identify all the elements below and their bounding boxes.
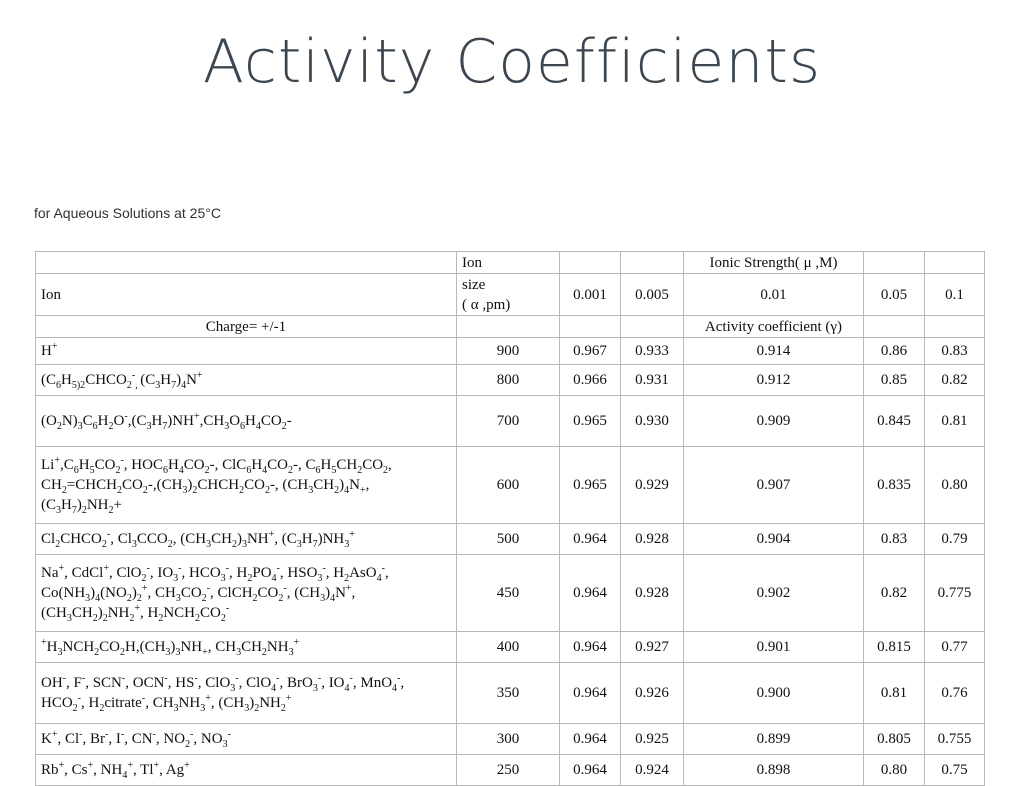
gamma-cell: 0.965 bbox=[560, 396, 621, 447]
ion-list: $Cl_2CHCO_2^-$, $Cl_3CCO_2$, $(CH_3CH_2)_3NH^+$, $(C_3H_7)NH_3^+$ bbox=[36, 524, 457, 555]
header-row-labels bbox=[36, 316, 985, 338]
activity-coefficient-label: Activity coefficient (γ) bbox=[684, 316, 864, 338]
gamma-cell: 0.904 bbox=[684, 524, 864, 555]
empty-cell bbox=[560, 316, 621, 338]
gamma-cell: 0.845 bbox=[864, 396, 925, 447]
ion-list: OH-, F-, SCN-, OCN-, HS-, ClO$_3$-, ClO$_4$-, BrO$_3$-, $IO_4^-$, MnO$_4$-, $HCO_2^-$, $H_2citrate^-$, $CH_3NH_3^+$, $(CH_3)_2NH_2^+$ bbox=[36, 663, 457, 724]
gamma-cell: 0.86 bbox=[864, 338, 925, 365]
ion-list: $(O_2N)_3C_6H_2O^-,(C_3H_7)NH^+,CH_3O_6H_4CO_2-$ bbox=[36, 396, 457, 447]
table-row bbox=[36, 755, 985, 786]
empty-cell bbox=[864, 316, 925, 338]
gamma-cell: 0.967 bbox=[560, 338, 621, 365]
activity-coefficient-table bbox=[35, 251, 985, 786]
empty-cell bbox=[925, 316, 985, 338]
gamma-cell: 0.964 bbox=[560, 755, 621, 786]
table-row bbox=[36, 447, 985, 524]
gamma-cell: 0.964 bbox=[560, 663, 621, 724]
header-strength: 0.005 bbox=[621, 274, 684, 316]
ion-size-cell: 250 bbox=[457, 755, 560, 786]
gamma-cell: 0.964 bbox=[560, 555, 621, 632]
gamma-cell: 0.964 bbox=[560, 724, 621, 755]
ion-size-cell: 500 bbox=[457, 524, 560, 555]
gamma-cell: 0.966 bbox=[560, 365, 621, 396]
gamma-cell: 0.755 bbox=[925, 724, 985, 755]
gamma-cell: 0.82 bbox=[864, 555, 925, 632]
gamma-cell: 0.912 bbox=[684, 365, 864, 396]
header-row-top bbox=[36, 252, 985, 274]
ion-size-cell: 350 bbox=[457, 663, 560, 724]
gamma-cell: 0.83 bbox=[925, 338, 985, 365]
gamma-cell: 0.928 bbox=[621, 555, 684, 632]
gamma-cell: 0.900 bbox=[684, 663, 864, 724]
header-row-strengths bbox=[36, 274, 985, 316]
ion-list: H+ bbox=[36, 338, 457, 365]
gamma-cell: 0.898 bbox=[684, 755, 864, 786]
gamma-cell: 0.79 bbox=[925, 524, 985, 555]
gamma-cell: 0.909 bbox=[684, 396, 864, 447]
empty-cell bbox=[864, 252, 925, 274]
ion-size-cell: 800 bbox=[457, 365, 560, 396]
gamma-cell: 0.805 bbox=[864, 724, 925, 755]
gamma-cell: 0.75 bbox=[925, 755, 985, 786]
ion-size-cell: 400 bbox=[457, 632, 560, 663]
table-row bbox=[36, 365, 985, 396]
gamma-cell: 0.81 bbox=[925, 396, 985, 447]
gamma-cell: 0.965 bbox=[560, 447, 621, 524]
header-ion: Ion bbox=[36, 274, 457, 316]
page-title: Activity Coefficients bbox=[202, 27, 822, 97]
gamma-cell: 0.929 bbox=[621, 447, 684, 524]
gamma-cell: 0.835 bbox=[864, 447, 925, 524]
empty-cell bbox=[621, 252, 684, 274]
header-strength: 0.01 bbox=[684, 274, 864, 316]
ion-list: $Li^+,C_6H_5CO_2^-$, $HOC_6H_4CO_2-$, $ClC_6H_4CO_2-$, $C_6H_5CH_2CO_2$, $CH_2=CHCH_2CO_2-,(CH_3)_2CHCH_2CO_2-$, $(CH_3CH_2)_4N_+$, $(C_3H_7)_2NH_2+$ bbox=[36, 447, 457, 524]
ion-size-cell: 300 bbox=[457, 724, 560, 755]
table-row bbox=[36, 632, 985, 663]
empty-cell bbox=[457, 316, 560, 338]
header-strength: 0.1 bbox=[925, 274, 985, 316]
empty-cell bbox=[560, 252, 621, 274]
gamma-cell: 0.815 bbox=[864, 632, 925, 663]
gamma-cell: 0.930 bbox=[621, 396, 684, 447]
table-subtitle: for Aqueous Solutions at 25°C bbox=[34, 205, 221, 221]
gamma-cell: 0.82 bbox=[925, 365, 985, 396]
ion-size-cell: 900 bbox=[457, 338, 560, 365]
table-row bbox=[36, 724, 985, 755]
gamma-cell: 0.964 bbox=[560, 632, 621, 663]
table-row bbox=[36, 338, 985, 365]
ion-list: Na+, CdCl+, ClO$_2$-, $IO_3^-$, $HCO_3^-$, $H_2PO_4^-$, $HSO_3^-$, $H_2AsO_4^-$, $Co(NH_3)_4(NO_2)_2^+$, $CH_3CO_2^-$, $ClCH_2CO_2^-$, $(CH_3)_4N^+$, $(CH_3CH_2)_2NH_2^+$, $H_2NCH_2CO_2^-$ bbox=[36, 555, 457, 632]
gamma-cell: 0.775 bbox=[925, 555, 985, 632]
gamma-cell: 0.964 bbox=[560, 524, 621, 555]
gamma-cell: 0.76 bbox=[925, 663, 985, 724]
empty-cell bbox=[925, 252, 985, 274]
ion-list: K+, Cl-, Br-, I-, CN-, $NO_2^-$, $NO_3^-$ bbox=[36, 724, 457, 755]
gamma-cell: 0.80 bbox=[925, 447, 985, 524]
header-size-line1: size bbox=[462, 276, 486, 293]
table-row bbox=[36, 555, 985, 632]
gamma-cell: 0.899 bbox=[684, 724, 864, 755]
header-strength: 0.001 bbox=[560, 274, 621, 316]
gamma-cell: 0.85 bbox=[864, 365, 925, 396]
gamma-cell: 0.77 bbox=[925, 632, 985, 663]
table-row bbox=[36, 524, 985, 555]
gamma-cell: 0.928 bbox=[621, 524, 684, 555]
gamma-cell: 0.933 bbox=[621, 338, 684, 365]
ion-list: ($C_6H_{5)2}CHCO_2^-_,$ $(C_3H_7)_4N^+$ bbox=[36, 365, 457, 396]
gamma-cell: 0.914 bbox=[684, 338, 864, 365]
ion-size-cell: 700 bbox=[457, 396, 560, 447]
ion-list: $^+H_3NCH_2CO_2H,(CH_3)_3NH_+$, $CH_3CH_2NH_3^+$ bbox=[36, 632, 457, 663]
header-size-line2: ( α ,pm) bbox=[462, 296, 511, 313]
empty-cell bbox=[36, 252, 457, 274]
header-ion-size-top: Ion bbox=[457, 252, 560, 274]
gamma-cell: 0.926 bbox=[621, 663, 684, 724]
gamma-cell: 0.931 bbox=[621, 365, 684, 396]
table-row bbox=[36, 663, 985, 724]
gamma-cell: 0.83 bbox=[864, 524, 925, 555]
charge-label: Charge= +/-1 bbox=[36, 316, 457, 338]
ion-size-cell: 600 bbox=[457, 447, 560, 524]
ion-list: Rb+, Cs+, $NH_4^+$, Tl+, Ag+ bbox=[36, 755, 457, 786]
ion-size-cell: 450 bbox=[457, 555, 560, 632]
gamma-cell: 0.81 bbox=[864, 663, 925, 724]
gamma-cell: 0.924 bbox=[621, 755, 684, 786]
gamma-cell: 0.907 bbox=[684, 447, 864, 524]
gamma-cell: 0.901 bbox=[684, 632, 864, 663]
gamma-cell: 0.925 bbox=[621, 724, 684, 755]
empty-cell bbox=[621, 316, 684, 338]
header-ion-size bbox=[457, 274, 560, 316]
gamma-cell: 0.927 bbox=[621, 632, 684, 663]
header-ionic-strength: Ionic Strength( μ ,M) bbox=[684, 252, 864, 274]
gamma-cell: 0.902 bbox=[684, 555, 864, 632]
header-strength: 0.05 bbox=[864, 274, 925, 316]
gamma-cell: 0.80 bbox=[864, 755, 925, 786]
table-row bbox=[36, 396, 985, 447]
